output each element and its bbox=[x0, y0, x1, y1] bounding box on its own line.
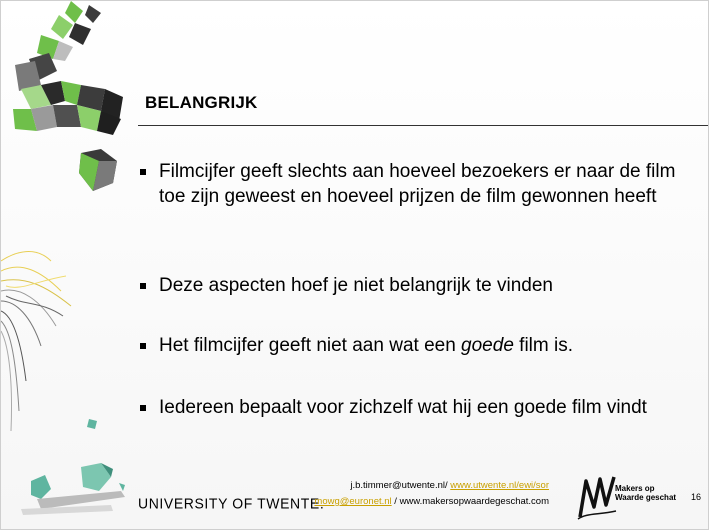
bullet-marker bbox=[140, 343, 146, 349]
bullet-text: Iedereen bepaalt voor zichzelf wat hij een goede film vindt bbox=[159, 397, 647, 418]
bullet-text: Filmcijfer geeft slechts aan hoeveel bezoekers er naar de film toe zijn geweest en hoeveel prijzen de film gewonnen heeft bbox=[159, 161, 676, 207]
mw-tagline: Makers op Waarde geschat bbox=[615, 484, 677, 502]
bullet-item bbox=[138, 273, 678, 298]
sor-website-link[interactable]: www.utwente.nl/ewi/sor bbox=[450, 480, 549, 491]
bullet-text: Deze aspecten hoef je niet belangrijk te vinden bbox=[159, 275, 553, 296]
bullet-item bbox=[138, 333, 678, 358]
bullet-item bbox=[138, 395, 678, 420]
bullet-text: Het filmcijfer geeft niet aan wat een goede film is. bbox=[159, 335, 573, 356]
university-logo-text: UNIVERSITY OF TWENTE. bbox=[138, 494, 325, 512]
page-number: 16 bbox=[691, 492, 702, 502]
geometric-crystal-decoration bbox=[1, 1, 141, 201]
contact-line-2: mowg@euronet.nl / www.makersopwaardegeschat.com bbox=[314, 496, 549, 507]
teal-crystal-decoration bbox=[1, 419, 141, 529]
contact-line-1: j.b.timmer@utwente.nl/ www.utwente.nl/ewi/sor bbox=[350, 480, 549, 491]
emphasis-goede: goede bbox=[461, 335, 514, 356]
title-divider bbox=[138, 125, 708, 126]
bullet-item bbox=[138, 159, 678, 209]
bullet-marker bbox=[140, 283, 146, 289]
email-link[interactable]: mowg@euronet.nl bbox=[314, 496, 392, 507]
bullet-marker bbox=[140, 405, 146, 411]
mw-logo-icon bbox=[576, 473, 620, 523]
slide-title: BELANGRIJK bbox=[145, 93, 258, 112]
bullet-marker bbox=[140, 169, 146, 175]
